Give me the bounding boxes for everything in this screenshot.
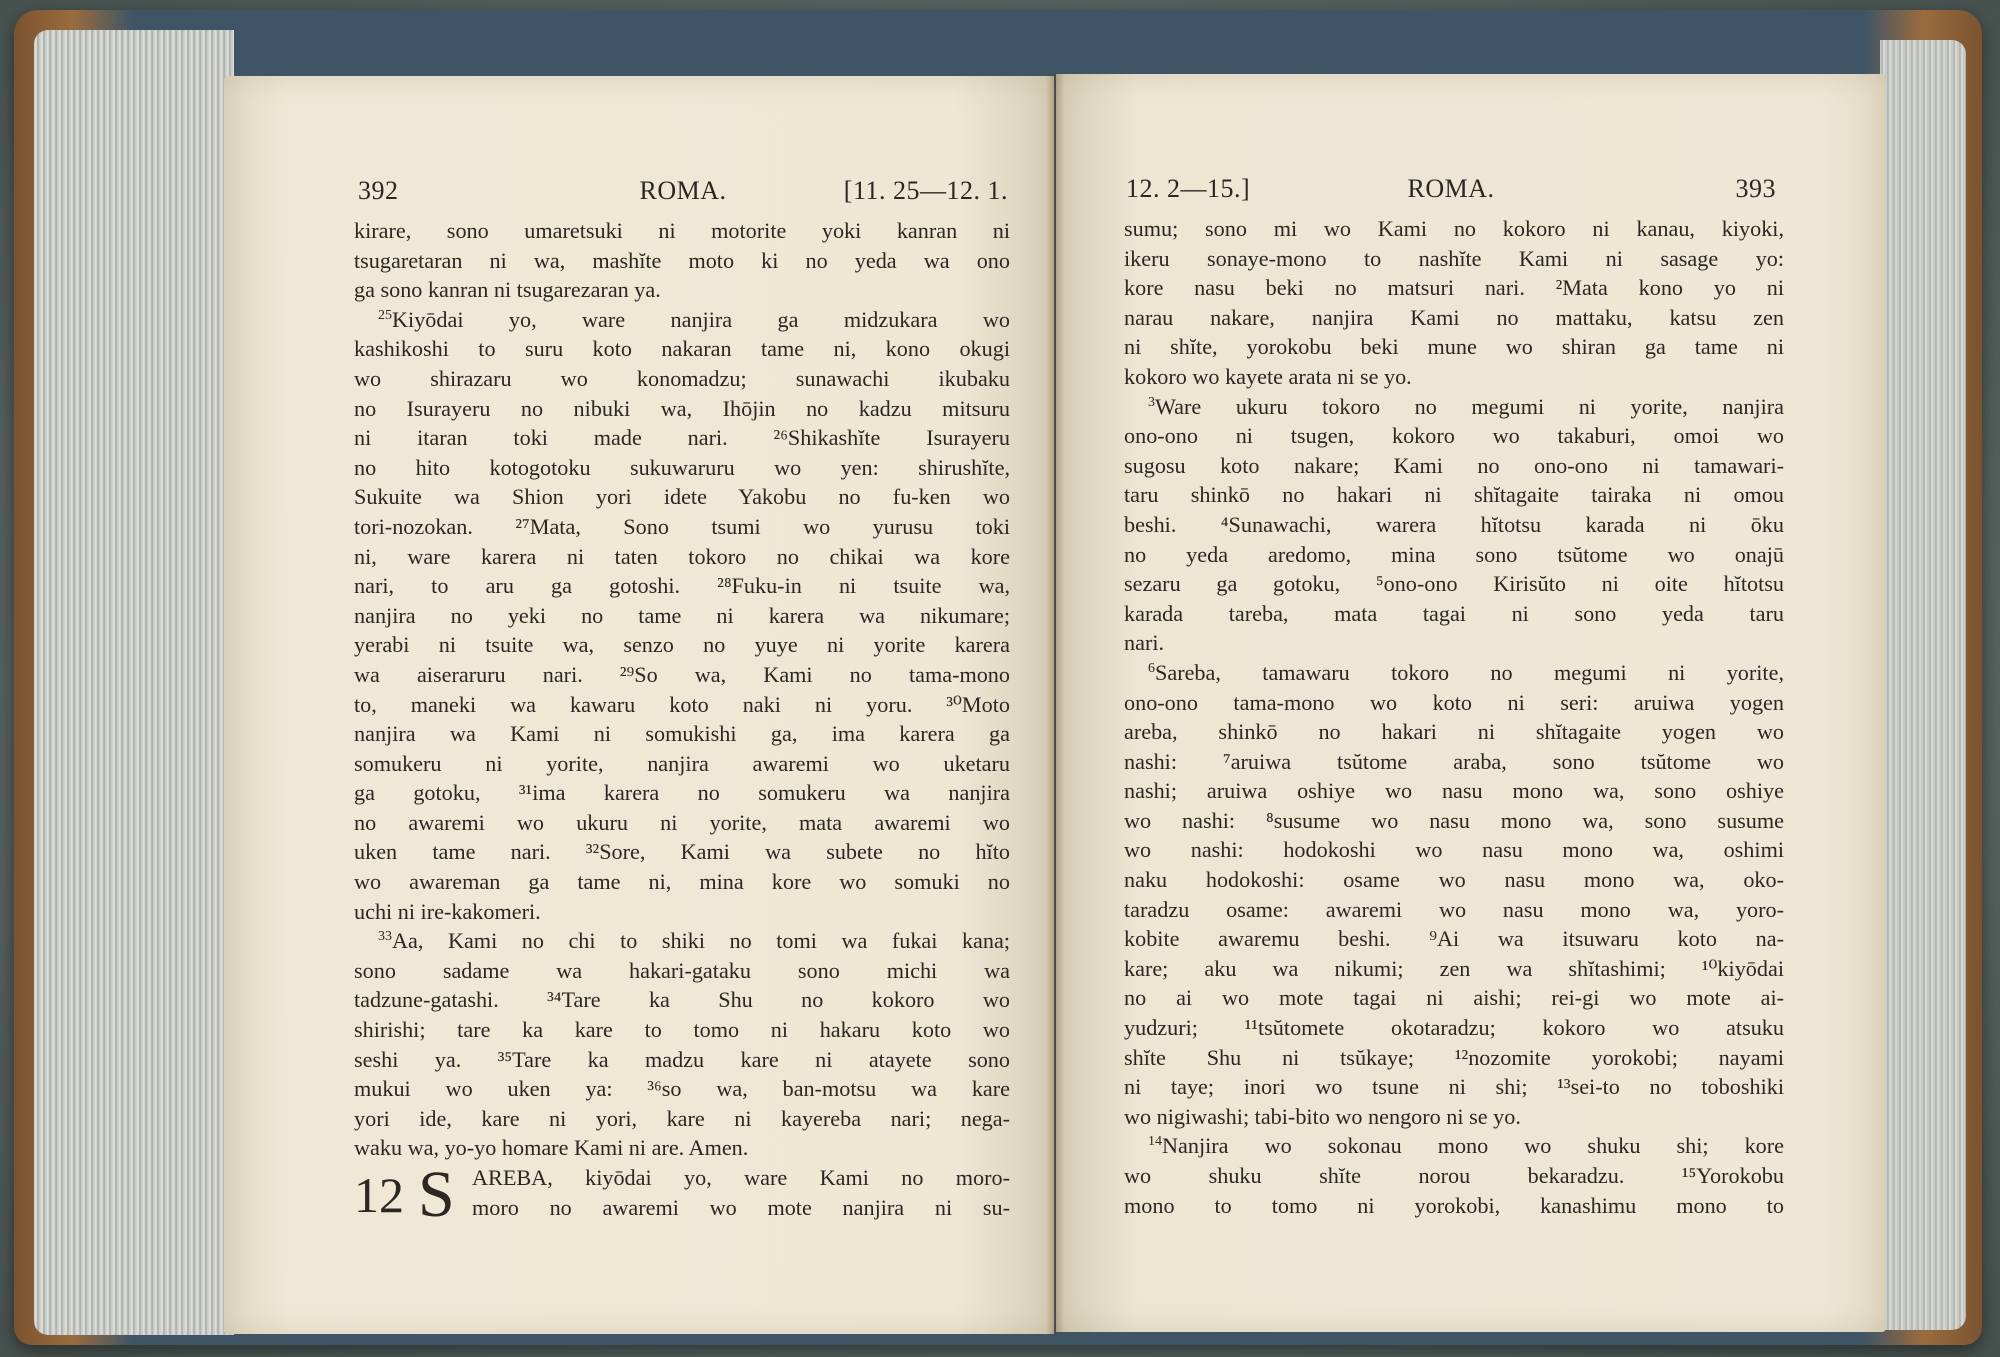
text-line: [1124, 717, 1784, 747]
text-line: [1124, 924, 1784, 954]
line-text: kashikoshi to suru koto nakaran tame ni, kono okugi: [354, 336, 1010, 362]
line-text: Kiyōdai yo, ware nanjira ga midzukara wo: [392, 306, 1010, 332]
line-text: yerabi ni tsuite wa, senzo no yuye ni yorite karera: [354, 632, 1010, 658]
left-page-header: [358, 176, 1008, 210]
page-edges-right: [1880, 40, 1966, 1330]
line-text: ono-ono tama-mono wo koto ni seri: aruiwa yogen: [1124, 689, 1784, 715]
text-line: [1124, 362, 1784, 392]
text-line: [354, 423, 1010, 453]
text-line: [354, 394, 1010, 424]
line-text: Ware ukuru tokoro no megumi ni yorite, nanjira: [1155, 393, 1784, 419]
text-line: [1124, 303, 1784, 333]
text-line: [354, 305, 1010, 335]
line-text: shĭte Shu ni tsŭkaye; ¹²nozomite yorokobi; nayami: [1124, 1044, 1784, 1070]
line-text: areba, shinkō no hakari ni shĭtagaite yogen wo: [1124, 719, 1784, 745]
line-text: tadzune-gatashi. ³⁴Tare ka Shu no kokoro wo: [354, 987, 1010, 1013]
line-text: somukeru ni yorite, nanjira awaremi wo uketaru: [354, 750, 1010, 776]
text-line: [354, 926, 1010, 956]
line-text: waku wa, yo-yo homare Kami ni are. Amen.: [354, 1135, 749, 1161]
verse-number: 3: [1148, 394, 1155, 410]
verse-number: 25: [378, 307, 392, 323]
text-line: [354, 1015, 1010, 1045]
text-line: [354, 985, 1010, 1015]
line-text: ni shĭte, yorokobu beki mune wo shiran ga tame ni: [1124, 334, 1784, 360]
line-text: to, maneki wa kawaru koto naki ni yoru. ³⁰Moto: [354, 691, 1010, 717]
text-line: [1124, 776, 1784, 806]
page-edges-left: [34, 30, 234, 1335]
line-text: naku hodokoshi: osame wo nasu mono wa, oko-: [1124, 867, 1784, 893]
text-line: [1124, 392, 1784, 422]
line-text: sezaru ga gotoku, ⁵ono-ono Kirisŭto ni oite hĭtotsu: [1124, 571, 1784, 597]
text-line: [354, 334, 1010, 364]
line-text: nari, to aru ga gotoshi. ²⁸Fuku-in ni tsuite wa,: [354, 573, 1010, 599]
line-text: kore nasu beki no matsuri nari. ²Mata kono yo ni: [1124, 275, 1784, 301]
verse-range: 12. 2—15.]: [1126, 174, 1251, 203]
text-line: [354, 512, 1010, 542]
text-line: [354, 1045, 1010, 1075]
line-text: no yeda aredomo, mina sono tsŭtome wo onajū: [1124, 541, 1784, 567]
line-text: ga gotoku, ³¹ima karera no somukeru wa nanjira: [354, 780, 1010, 806]
verse-number: 33: [378, 929, 392, 945]
line-text: nari.: [1124, 630, 1165, 656]
chapter-start: [354, 1158, 1010, 1231]
line-text: karada tareba, mata tagai ni sono yeda taru: [1124, 600, 1784, 626]
text-line: [354, 660, 1010, 690]
line-text: Sareba, tamawaru tokoro no megumi ni yorite,: [1155, 659, 1784, 685]
text-line: [354, 216, 1010, 246]
running-head: ROMA.: [639, 176, 727, 205]
text-line: [1124, 954, 1784, 984]
line-text: kare; aku wa nikumi; zen wa shĭtashimi; ¹⁰kiyōdai: [1124, 955, 1784, 981]
text-line: [1124, 540, 1784, 570]
page-number: 393: [1735, 174, 1776, 203]
line-text: ni taye; inori wo tsune ni shi; ¹³sei-to no toboshiki: [1124, 1074, 1784, 1100]
text-line: [354, 778, 1010, 808]
text-line: [1124, 688, 1784, 718]
chapter-line: AREBA, kiyōdai yo, ware Kami no moro-: [472, 1165, 1010, 1190]
line-text: seshi ya. ³⁵Tare ka madzu kare ni atayete sono: [354, 1046, 1010, 1072]
line-text: uchi ni ire-kakomeri.: [354, 898, 541, 924]
text-line: [1124, 628, 1784, 658]
line-text: wa aiseraruru nari. ²⁹So wa, Kami no tama-mono: [354, 661, 1010, 687]
text-line: [354, 956, 1010, 986]
text-line: [1124, 421, 1784, 451]
text-line: [354, 749, 1010, 779]
line-text: wo awareman ga tame ni, mina kore wo somuki no: [354, 869, 1010, 895]
line-text: wo nigiwashi; tabi-bito wo nengoro ni se yo.: [1124, 1103, 1521, 1129]
text-line: [354, 453, 1010, 483]
text-line: [354, 482, 1010, 512]
line-text: sumu; sono mi wo Kami no kokoro ni kanau, kiyoki,: [1124, 216, 1784, 241]
text-line: [1124, 599, 1784, 629]
line-text: wo shuku shĭte norou bekaradzu. ¹⁵Yorokobu: [1124, 1163, 1784, 1188]
text-line: [1124, 273, 1784, 303]
text-line: [354, 808, 1010, 838]
line-text: wo nashi: hodokoshi wo nasu mono wa, oshimi: [1124, 837, 1784, 863]
line-text: no ai wo mote tagai ni aishi; rei-gi wo mote ai-: [1124, 985, 1784, 1011]
line-text: kobite awaremu beshi. ⁹Ai wa itsuwaru koto na-: [1124, 926, 1784, 952]
line-text: no Isurayeru no nibuki wa, Ihōjin no kadzu mitsuru: [354, 395, 1010, 421]
chapter-line: moro no awaremi wo mote nanjira ni su-: [472, 1194, 1010, 1220]
text-line: [1124, 1013, 1784, 1043]
text-line: [1124, 1072, 1784, 1102]
text-line: [1124, 747, 1784, 777]
text-line: [354, 719, 1010, 749]
line-text: mukui wo uken ya: ³⁶so wa, ban-motsu wa kare: [354, 1076, 1010, 1102]
line-text: narau nakare, nanjira Kami no mattaku, katsu zen: [1124, 304, 1784, 330]
text-line: [354, 897, 1010, 927]
verse-range: [11. 25—12. 1.: [843, 176, 1008, 205]
text-line: [1124, 835, 1784, 865]
text-line: [1124, 1191, 1784, 1221]
drop-cap: S: [418, 1158, 455, 1231]
line-text: nanjira wa Kami ni somukishi ga, ima karera ga: [354, 721, 1010, 747]
text-line: [354, 571, 1010, 601]
line-text: Sukuite wa Shion yori idete Yakobu no fu-ken wo: [354, 484, 1010, 510]
line-text: taru shinkō no hakari ni shĭtagaite tairaka ni omou: [1124, 482, 1784, 508]
verse-number: 14: [1148, 1134, 1162, 1150]
text-line: [1124, 1102, 1784, 1132]
right-page-header: [1126, 174, 1776, 208]
text-line: [354, 1074, 1010, 1104]
text-line: [354, 1104, 1010, 1134]
line-text: ono-ono ni tsugen, kokoro wo takaburi, omoi wo: [1124, 423, 1784, 449]
text-line: [354, 630, 1010, 660]
right-page: [1056, 74, 1886, 1332]
line-text: beshi. ⁴Sunawachi, warera hĭtotsu karada ni ōku: [1124, 511, 1784, 537]
book-gutter: [1046, 74, 1064, 1334]
text-line: [1124, 1043, 1784, 1073]
line-text: Nanjira wo sokonau mono wo shuku shi; kore: [1162, 1133, 1784, 1159]
text-line: [1124, 1161, 1784, 1191]
left-page-text: [354, 216, 1010, 1231]
line-text: ikeru sonaye-mono to nashĭte Kami ni sasage yo:: [1124, 245, 1784, 271]
text-line: [1124, 865, 1784, 895]
text-line: [354, 542, 1010, 572]
line-text: shirishi; tare ka kare to tomo ni hakaru koto wo: [354, 1017, 1010, 1043]
text-line: [1124, 806, 1784, 836]
right-page-text: [1124, 214, 1784, 1220]
text-line: [354, 364, 1010, 394]
text-line: [1124, 244, 1784, 274]
verse-number: 6: [1148, 660, 1155, 676]
line-text: nashi; aruiwa oshiye wo nasu mono wa, sono oshiye: [1124, 778, 1784, 804]
line-text: no awaremi wo ukuru ni yorite, mata awaremi wo: [354, 809, 1010, 835]
line-text: nanjira no yeki no tame ni karera wa nikumare;: [354, 602, 1010, 628]
line-text: tsugaretaran ni wa, mashĭte moto ki no yeda wa ono: [354, 247, 1010, 273]
line-text: Aa, Kami no chi to shiki no tomi wa fukai kana;: [392, 928, 1010, 954]
text-line: [1124, 895, 1784, 925]
text-line: [354, 275, 1010, 305]
line-text: sono sadame wa hakari-gataku sono michi wa: [354, 957, 1010, 983]
line-text: mono to tomo ni yorokobi, kanashimu mono to: [1124, 1192, 1784, 1218]
line-text: nashi: ⁷aruiwa tsŭtome araba, sono tsŭtome wo: [1124, 748, 1784, 774]
running-head: ROMA.: [1407, 174, 1495, 203]
line-text: taradzu osame: awaremi wo nasu mono wa, yoro-: [1124, 896, 1784, 922]
line-text: sugosu koto nakare; Kami no ono-ono ni tamawari-: [1124, 452, 1784, 478]
text-line: [1124, 480, 1784, 510]
text-line: [1124, 214, 1784, 244]
line-text: wo nashi: ⁸susume wo nasu mono wa, sono susume: [1124, 807, 1784, 833]
text-line: [1124, 332, 1784, 362]
text-line: [354, 601, 1010, 631]
line-text: yori ide, kare ni yori, kare ni kayereba nari; nega-: [354, 1105, 1010, 1131]
line-text: no hito kotogotoku sukuwaruru wo yen: shirushĭte,: [354, 454, 1010, 480]
text-line: [354, 867, 1010, 897]
text-line: [1124, 1131, 1784, 1161]
text-line: [1124, 451, 1784, 481]
line-text: ga sono kanran ni tsugarezaran ya.: [354, 277, 661, 303]
line-text: kirare, sono umaretsuki ni motorite yoki kanran ni: [354, 218, 1010, 243]
text-line: [354, 837, 1010, 867]
line-text: wo shirazaru wo konomadzu; sunawachi ikubaku: [354, 365, 1010, 391]
text-line: [354, 246, 1010, 276]
line-text: ni, ware karera ni taten tokoro no chikai wa kore: [354, 543, 1010, 569]
left-page: [224, 76, 1054, 1334]
page-number: 392: [358, 176, 399, 205]
line-text: kokoro wo kayete arata ni se yo.: [1124, 363, 1412, 389]
line-text: yudzuri; ¹¹tsŭtomete okotaradzu; kokoro wo atsuku: [1124, 1015, 1784, 1041]
text-line: [354, 690, 1010, 720]
line-text: tori-nozokan. ²⁷Mata, Sono tsumi wo yurusu toki: [354, 513, 1010, 539]
text-line: [1124, 983, 1784, 1013]
text-line: [1124, 510, 1784, 540]
chapter-number: 12: [354, 1167, 404, 1223]
line-text: uken tame nari. ³²Sore, Kami wa subete no hĭto: [354, 839, 1010, 865]
line-text: ni itaran toki made nari. ²⁶Shikashĭte Isurayeru: [354, 425, 1010, 451]
text-line: [1124, 569, 1784, 599]
text-line: [1124, 658, 1784, 688]
